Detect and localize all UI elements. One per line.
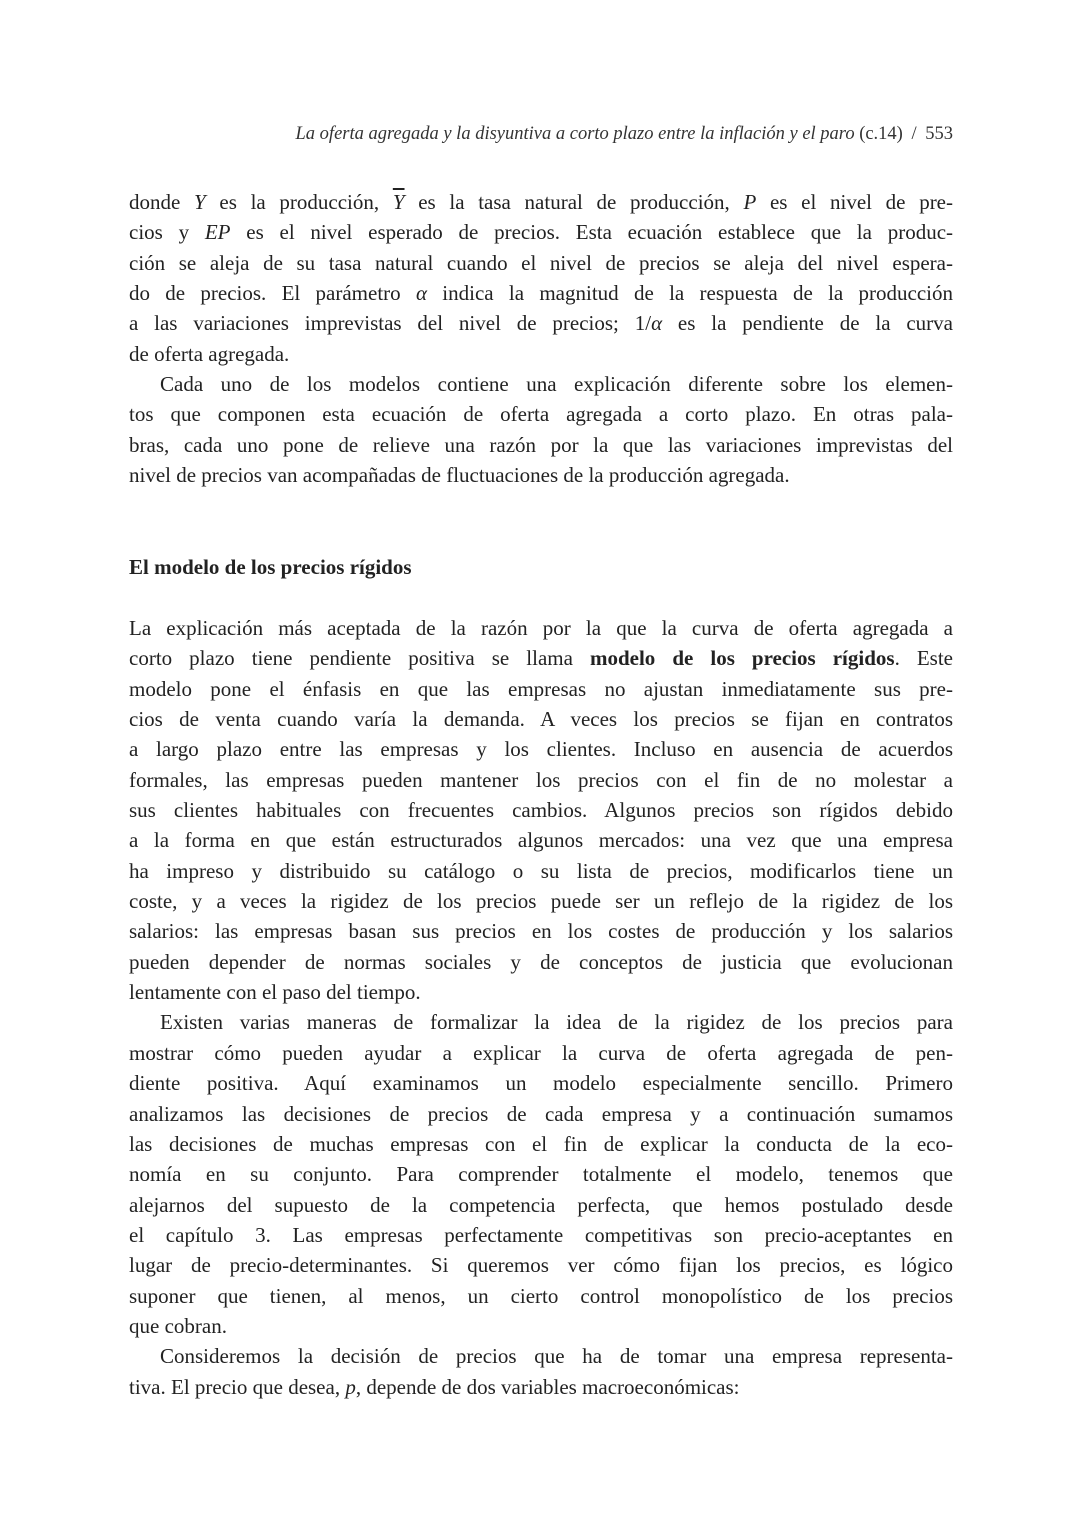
text-line: [129, 916, 953, 946]
text-line: [129, 430, 953, 460]
text-run: cios y: [129, 220, 205, 245]
page-number: 553: [925, 124, 953, 144]
math-symbol: P: [743, 190, 757, 214]
text-line: [129, 217, 953, 247]
text-run: modelo pone el énfasis en que las empresas no ajustan inmediatamente sus pre-: [129, 676, 953, 701]
text-run: ción se aleja de su tasa natural cuando el nivel de precios se aleja del nivel espera-: [129, 250, 953, 275]
text-run: La explicación más aceptada de la razón por la que la curva de oferta agregada a: [129, 616, 953, 640]
text-run: es el nivel esperado de precios. Esta ecuación establece que la produc-: [230, 220, 953, 245]
text-run: pueden depender de normas sociales y de conceptos de justicia que evolucionan: [129, 949, 953, 974]
running-title: La oferta agregada y la disyuntiva a corto plazo entre la inflación y el paro: [295, 124, 855, 144]
running-header: [296, 124, 953, 145]
text-line: [129, 1007, 953, 1037]
text-line: [129, 1220, 953, 1250]
text-line: [129, 339, 953, 369]
text-run: mostrar cómo pueden ayudar a explicar la curva de oferta agregada de pen-: [129, 1040, 953, 1065]
math-symbol: p: [345, 1374, 356, 1399]
text-run: salarios: las empresas basan sus precios en los costes de producción y los salarios: [129, 919, 953, 944]
text-run: tiva. El precio que desea,: [129, 1374, 346, 1399]
text-run: . Este: [894, 646, 953, 671]
text-line: [129, 1281, 953, 1311]
text-line: [129, 308, 953, 338]
text-run: donde: [129, 190, 195, 214]
text-line: [129, 1068, 953, 1098]
text-run: diente positiva. Aquí examinamos un modelo especialmente sencillo. Primero: [129, 1071, 953, 1096]
text-run: que cobran.: [129, 1313, 227, 1338]
text-line: [129, 1038, 953, 1068]
bold-term: modelo de los precios rígidos: [589, 646, 895, 671]
paragraph: [129, 1341, 953, 1402]
math-symbol: α: [415, 281, 427, 306]
text-run: do de precios. El parámetro: [129, 281, 416, 306]
text-line: [129, 1159, 953, 1189]
text-run: es la producción,: [205, 190, 393, 214]
paragraph: [129, 369, 953, 490]
text-line: [129, 1311, 953, 1341]
text-run: ha impreso y distribuido su catálogo o su lista de precios, modificarlos tiene un: [129, 858, 953, 883]
paragraph: [129, 1007, 953, 1341]
header-separator: /: [911, 124, 917, 144]
text-run: las decisiones de muchas empresas con el fin de explicar la conducta de la eco-: [129, 1131, 953, 1156]
text-run: indica la magnitud de la respuesta de la producción: [427, 281, 953, 306]
text-line: [129, 187, 953, 217]
chapter-label: (c.14): [859, 124, 903, 144]
text-run: de oferta agregada.: [129, 341, 290, 366]
text-run: formales, las empresas pueden mantener los precios con el fin de no molestar a: [129, 767, 953, 792]
text-line: [129, 643, 953, 673]
text-run: Existen varias maneras de formalizar la idea de la rigidez de los precios para: [160, 1010, 953, 1035]
text-block-section: [129, 613, 953, 1402]
text-run: a largo plazo entre las empresas y los clientes. Incluso en ausencia de acuerdos: [129, 737, 953, 762]
math-symbol: α: [651, 311, 663, 336]
text-run: es el nivel de pre-: [756, 190, 953, 214]
text-run: es la tasa natural de producción,: [404, 190, 744, 214]
text-line: [129, 704, 953, 734]
text-block-intro: [129, 187, 953, 490]
math-symbol: Y: [194, 190, 206, 214]
text-run: lugar de precio-determinantes. Si queremos ver cómo fijan los precios, es lógico: [129, 1253, 953, 1278]
text-run: a las variaciones imprevistas del nivel de precios; 1/: [129, 311, 652, 336]
text-run: nivel de precios van acompañadas de fluctuaciones de la producción agregada.: [129, 463, 790, 488]
text-run: es la pendiente de la curva: [662, 311, 953, 336]
text-line: [129, 765, 953, 795]
text-line: [129, 613, 953, 643]
text-run: analizamos las decisiones de precios de cada empresa y a continuación sumamos: [129, 1101, 953, 1126]
text-line: [129, 977, 953, 1007]
text-run: Consideremos la decisión de precios que ha de tomar una empresa representa-: [160, 1344, 953, 1369]
text-line: [129, 1341, 953, 1371]
text-line: [129, 947, 953, 977]
text-run: Cada uno de los modelos contiene una explicación diferente sobre los elemen-: [160, 372, 953, 397]
text-run: alejarnos del supuesto de la competencia perfecta, que hemos postulado desde: [129, 1192, 953, 1217]
text-run: bras, cada uno pone de relieve una razón por la que las variaciones imprevistas del: [129, 432, 953, 457]
text-line: [129, 369, 953, 399]
text-line: [129, 1372, 953, 1402]
text-run: , depende de dos variables macroeconómicas:: [355, 1374, 740, 1399]
text-line: [129, 795, 953, 825]
paragraph: [129, 613, 953, 1007]
text-line: [129, 856, 953, 886]
text-line: [129, 399, 953, 429]
math-symbol: EP: [204, 220, 231, 245]
text-line: [129, 734, 953, 764]
text-run: lentamente con el paso del tiempo.: [129, 980, 421, 1005]
text-run: cios de venta cuando varía la demanda. A veces los precios se fijan en contratos: [129, 707, 953, 732]
text-line: [129, 1190, 953, 1220]
text-line: [129, 460, 953, 490]
text-run: tos que componen esta ecuación de oferta agregada a corto plazo. En otras pala-: [129, 402, 953, 427]
text-line: [129, 825, 953, 855]
text-line: [129, 1099, 953, 1129]
text-run: corto plazo tiene pendiente positiva se llama: [129, 646, 590, 671]
text-run: coste, y a veces la rigidez de los precios puede ser un reflejo de la rigidez de los: [129, 889, 953, 914]
text-run: el capítulo 3. Las empresas perfectamente competitivas son precio-aceptantes en: [129, 1222, 953, 1247]
text-run: suponer que tienen, al menos, un cierto control monopolístico de los precios: [129, 1283, 953, 1308]
symbol-y-bar: $\overline{Y}$: [392, 190, 405, 214]
text-run: sus clientes habituales con frecuentes cambios. Algunos precios son rígidos debido: [129, 798, 953, 823]
text-line: [129, 1250, 953, 1280]
section-heading: El modelo de los precios rígidos: [129, 555, 412, 579]
text-line: [129, 886, 953, 916]
text-line: [129, 248, 953, 278]
text-line: [129, 278, 953, 308]
text-run: a la forma en que están estructurados algunos mercados: una vez que una empresa: [129, 828, 953, 853]
text-run: nomía en su conjunto. Para comprender totalmente el modelo, tenemos que: [129, 1162, 953, 1187]
paragraph: [129, 187, 953, 369]
text-line: [129, 674, 953, 704]
text-line: [129, 1129, 953, 1159]
